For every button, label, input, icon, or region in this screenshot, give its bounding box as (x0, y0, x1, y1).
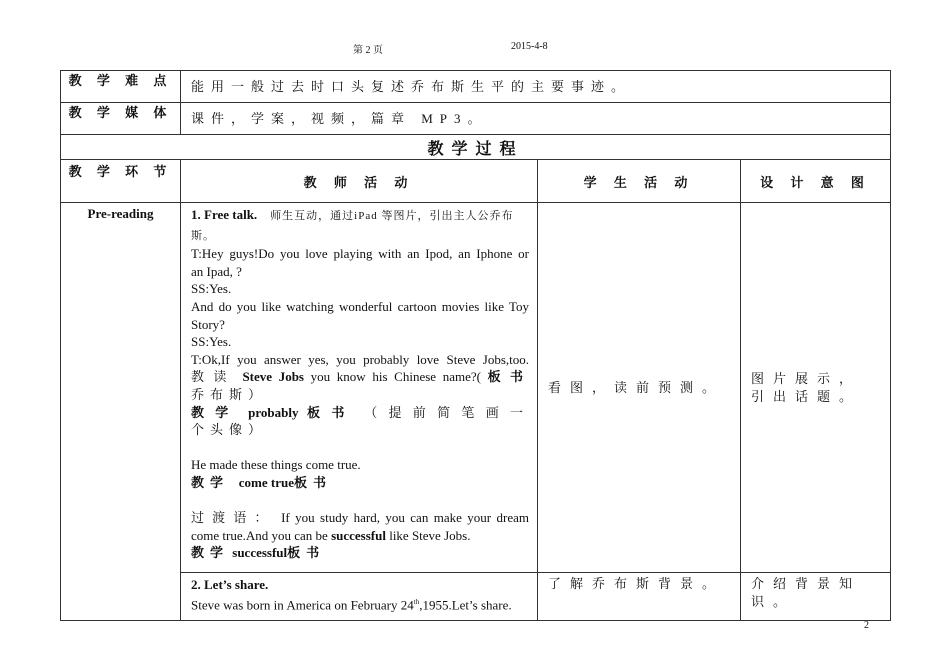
come-true-term: come true (238, 474, 294, 490)
share-row (61, 573, 891, 621)
free-talk-student-text: 看图，读前预测。 (548, 379, 725, 395)
column-header-stage: 教 学 环 节 (61, 160, 181, 203)
successful-line-pre: come true.And you can be (191, 527, 328, 543)
dialogue-line: T:Ok,If you answer yes, you probably love Steve Jobs,too. (191, 351, 529, 367)
free-talk-design-purpose (741, 203, 891, 573)
teach-come-true-line (191, 474, 529, 492)
successful-term: successful (232, 545, 288, 561)
dialogue-line: an Ipad, ? (191, 263, 242, 279)
share-student-activity: 了解乔布斯背景。 (538, 573, 741, 621)
dialogue-line: T:Hey guys!Do you love playing with an Ipod, an Iphone or (191, 246, 529, 262)
transition-label: 过渡语： (191, 510, 276, 526)
share-heading-line (191, 576, 529, 594)
free-talk-line (191, 206, 529, 245)
teach-successful-line (191, 544, 529, 562)
chinese-name-line: 乔布斯） (191, 386, 268, 402)
chinese-name-question: you know his Chinese name?( (310, 369, 481, 385)
free-talk-teacher-activity (181, 203, 538, 573)
header-page-number: 第 2 页 (353, 45, 383, 56)
header-date: 2015-4-8 (511, 41, 548, 52)
media-content: 课件，学案，视频，篇章 MP3。 (181, 103, 891, 135)
process-title: 教学过程 (61, 135, 891, 160)
teach-label: 教学 (191, 404, 240, 420)
difficulty-label: 教 学 难 点 (61, 71, 181, 103)
teach-read-line (191, 368, 529, 386)
dialogue-line: SS:Yes. (191, 334, 232, 350)
dialogue-line: SS:Yes. (191, 281, 232, 297)
difficulty-row (61, 71, 891, 103)
dialogue-line: He made these things come true. (191, 457, 361, 473)
free-talk-heading: 1. Free talk. (191, 207, 258, 222)
board-label: 板书 (487, 369, 530, 385)
board-label: 板书 (293, 474, 332, 490)
teach-label: 教学 (191, 545, 230, 561)
column-header-purpose: 设 计 意 图 (741, 160, 891, 203)
stage-prereading: Pre-reading (61, 203, 181, 621)
transition-line (191, 509, 529, 527)
successful-term: successful (331, 527, 386, 543)
share-text-post: ,1955.Let’s share. (419, 596, 512, 612)
steve-jobs-term: Steve Jobs (242, 369, 304, 385)
free-talk-intro: 师生互动，通过iPad 等图片，引出主人公乔布斯。 (191, 210, 514, 242)
transition-text: If you study hard, you can make your dream (281, 510, 530, 526)
media-row (61, 103, 891, 135)
column-header-row (61, 160, 891, 203)
lesson-plan-table (60, 70, 891, 621)
board-label: 板书 (307, 404, 356, 420)
share-text-line (191, 594, 529, 614)
share-teacher-activity (181, 573, 538, 621)
media-label: 教 学 媒 体 (61, 103, 181, 135)
share-heading: 2. Let’s share. (191, 577, 269, 592)
footer-page-number: 2 (864, 620, 869, 631)
teach-probably-line (191, 404, 529, 422)
free-talk-purpose-text: 图片展示，引出话题。 (751, 370, 862, 404)
teach-label: 教学 (191, 474, 230, 490)
successful-line-post: like Steve Jobs. (389, 527, 471, 543)
share-text-pre: Steve was born in America on February 24 (191, 596, 414, 612)
sketch-note: （提前简笔画一 (364, 404, 529, 420)
share-text-sup: th (413, 597, 420, 606)
free-talk-row (61, 203, 891, 573)
board-label: 板书 (287, 545, 326, 561)
sketch-note-cont: 个头像） (191, 422, 268, 438)
teach-read-label: 教读 (191, 369, 236, 385)
column-header-student: 学 生 活 动 (538, 160, 741, 203)
column-header-teacher: 教 师 活 动 (181, 160, 538, 203)
process-title-row (61, 135, 891, 160)
share-design-purpose: 介绍背景知识。 (741, 573, 891, 621)
probably-term: probably (248, 404, 299, 420)
successful-line (191, 527, 529, 545)
dialogue-line: And do you like watching wonderful cartoon movies like Toy (191, 298, 529, 314)
difficulty-content: 能用一般过去时口头复述乔布斯生平的主要事迹。 (181, 71, 891, 103)
free-talk-student-activity (538, 203, 741, 573)
dialogue-line: Story? (191, 316, 225, 332)
